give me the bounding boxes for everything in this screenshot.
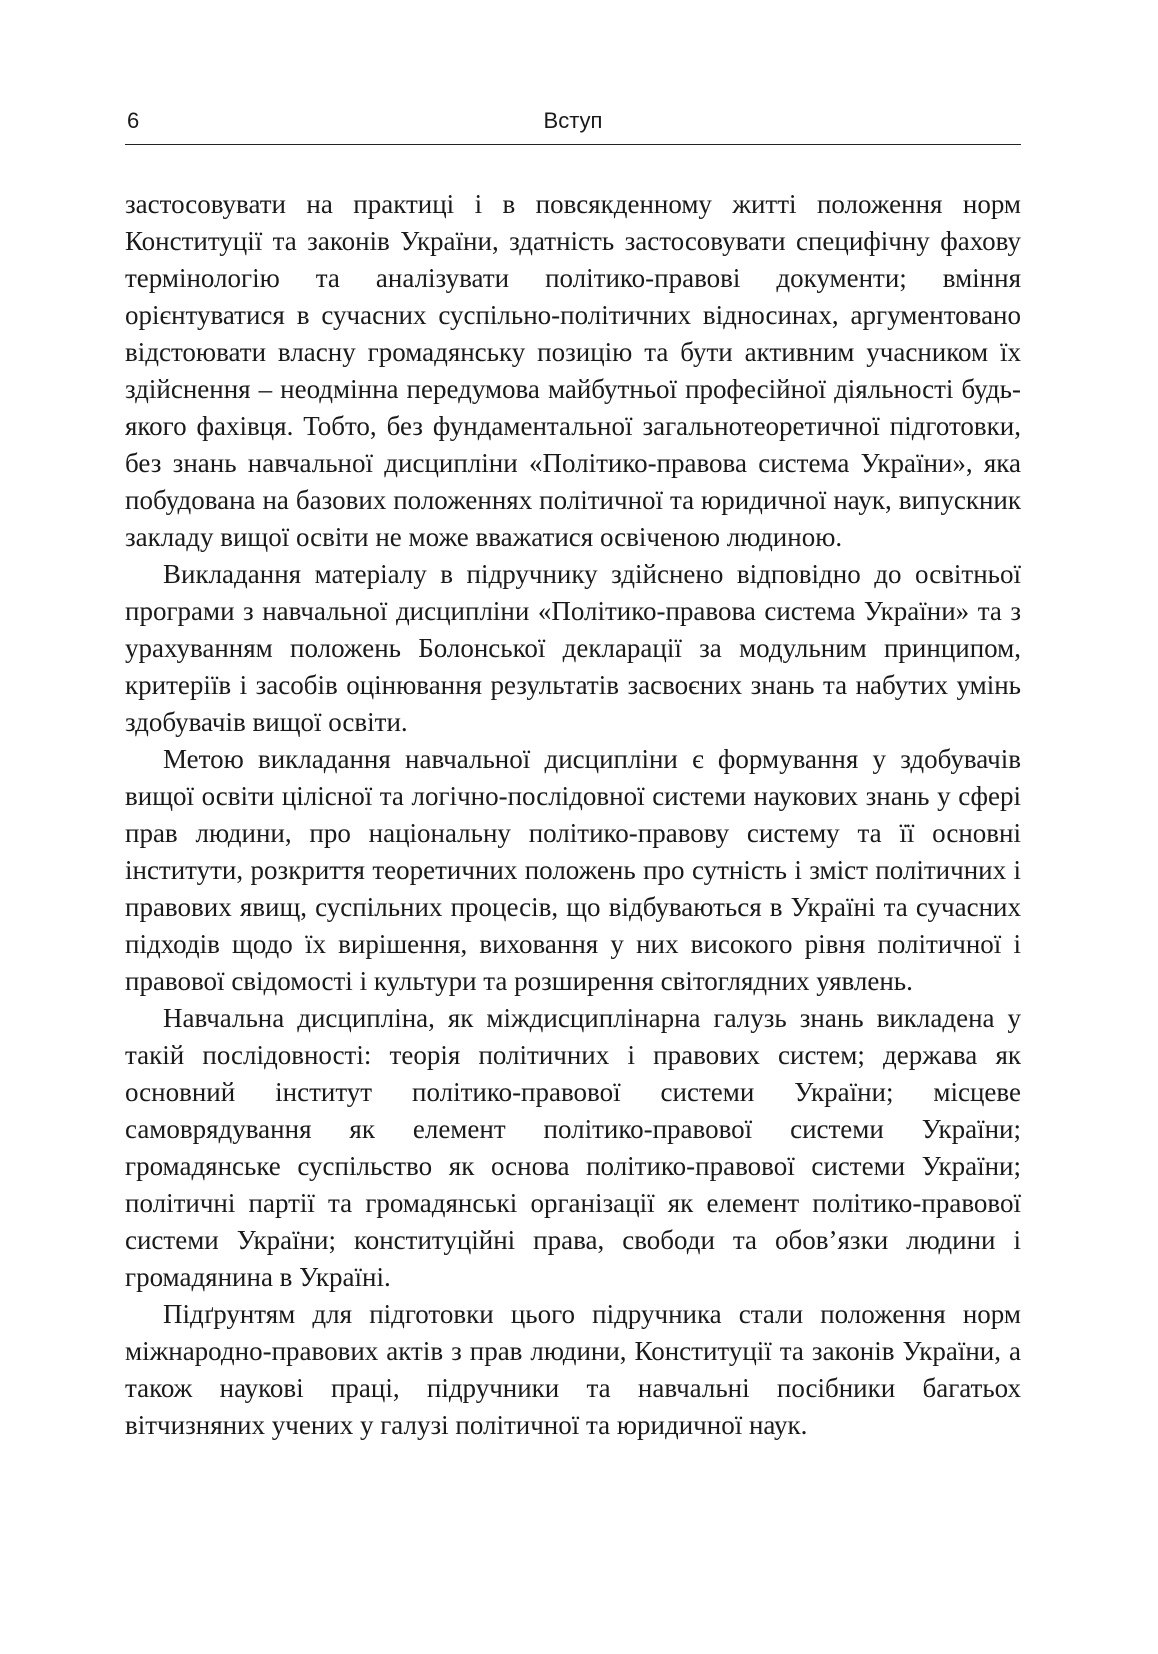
- running-header: [125, 98, 1021, 145]
- running-title: Вступ: [543, 108, 603, 133]
- paragraph: Метою викладання навчальної дисципліни є формування у здобувачів вищої освіти цілісної та логічно-послідовної системи наукових знань у сфері прав людини, про національну політико-правову систему та її основні інститути, розкриття теоретичних положень про сутність і зміст політичних і правових явищ, суспільних процесів, що відбуваються в Україні та сучасних підходів щодо їх вирішення, виховання у них високого рівня політичної і правової свідомості і культури та розширення світоглядних уявлень.: [125, 744, 1021, 996]
- paragraph-continuation: застосовувати на практиці і в повсякденному житті положення норм Конституції та законів України, здатність застосовувати специфічну фахову термінологію та аналізувати політико-правові документи; вміння орієнтуватися в сучасних суспільно-політичних відносинах, аргументовано відстоювати власну громадянську позицію та бути активним учасником їх здійснення – неодмінна передумова майбутньої професійної діяльності будь-якого фахівця. Тобто, без фундаментальної загальнотеоретичної підготовки, без знань навчальної дисципліни «Політико-правова система України», яка побудована на базових положеннях політичної та юридичної наук, випускник закладу вищої освіти не може вважатися освіченою людиною.: [125, 189, 1021, 552]
- page-number: 6: [127, 108, 140, 133]
- paragraph: Підґрунтям для підготовки цього підручника стали положення норм міжнародно-правових актів з прав людини, Конституції та законів України, а також наукові праці, підручники та навчальні посібники багатьох вітчизняних учених у галузі політичної та юридичної наук.: [125, 1299, 1021, 1440]
- paragraph: Викладання матеріалу в підручнику здійснено відповідно до освітньої програми з навчальної дисципліни «Політико-правова система України» та з урахуванням положень Болонської декларації за модульним принципом, критеріїв і засобів оцінювання результатів засвоєних знань та набутих умінь здобувачів вищої освіти.: [125, 559, 1021, 737]
- body-text: [125, 186, 1021, 1444]
- paragraph: Навчальна дисципліна, як міждисциплінарна галузь знань викладена у такій послідовності: теорія політичних і правових систем; держава як основний інститут політико-правової системи України; місцеве самоврядування як елемент політико-правової системи України; громадянське суспільство як основа політико-правової системи України; політичні партії та громадянські організації як елемент політико-правової системи України; конституційні права, свободи та обов’язки людини і громадянина в Україні.: [125, 1003, 1021, 1292]
